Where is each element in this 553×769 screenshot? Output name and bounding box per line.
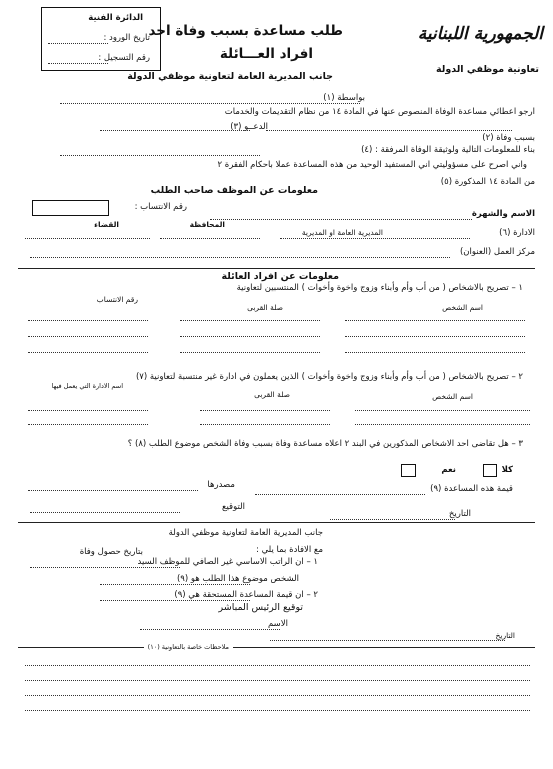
official-date-label: التاريخ [495,631,515,640]
family1-row1-name[interactable] [345,320,525,321]
family1-row3-membership[interactable] [28,352,148,353]
family-section-title: معلومات عن افراد العائلة [221,271,339,282]
district-label: القضاء [94,220,119,229]
dept-label: الدائرة الفنية [88,13,143,23]
col-relation: صلة القربى [247,303,283,312]
form-title-line1: طلب مساعدة بسبب وفاة احد [148,23,343,39]
employee-section-title: معلومات عن الموظف صاحب الطلب [150,185,318,196]
request-text: ارجو اعطائي مساعدة الوفاة المنصوص عنها في المادة ١٤ من نظام التقديمات والخدمات [224,107,535,117]
article-text: من المادة ١٤ المذكورة (٥) [440,177,535,187]
footer-divider [18,647,535,648]
no-checkbox[interactable] [483,464,497,477]
form-title-line2: افراد العـــائلة [219,46,313,62]
salary-field[interactable] [100,584,250,585]
chief-name-field[interactable] [140,629,280,630]
membership-box[interactable] [32,200,109,216]
item1b-text: الشخص موضوع هذا الطلب هو (٩) [176,574,299,584]
governorate-field[interactable] [160,238,260,239]
item2-text: ٢ – ان قيمة المساعدة المستحقة هي (٩) [174,590,318,600]
official-addressee: جانب المديرية العامة لتعاونية موظفي الدولة [168,528,323,538]
col-membership: رقم الانتساب [96,295,138,304]
col-name: اسم الشخص [442,303,483,312]
based-on-field[interactable] [60,155,260,156]
amount-field[interactable] [255,494,425,495]
based-on-text: بناء للمعلومات التالية ولوثيقة الوفاة المرفقة : (٤) [361,145,535,155]
official-intro: مع الافادة بما يلي : [256,545,323,555]
notes-line-1[interactable] [25,665,530,666]
date-field[interactable] [330,519,455,520]
via-field[interactable] [60,103,360,104]
section-divider [18,268,535,269]
addressee: جانب المديرية العامة لتعاونية موظفي الدولة [127,71,333,82]
signature-label: التوقيع [221,502,245,512]
family2-row2-admin[interactable] [28,424,148,425]
district-field[interactable] [25,238,150,239]
family1-row2-relation[interactable] [180,336,320,337]
chief-signature-label: توقيع الرئيس المباشر [218,602,303,613]
family2-row1-admin[interactable] [28,410,148,411]
family1-row3-relation[interactable] [180,352,320,353]
decl2-text: ٢ – تصريح بالاشخاص ( من أب وأم وأبناء وزوج واخوة وأخوات ) الذين يعملون في ادارة غير منتسبة لتعاونية (٧) [135,372,523,382]
republic-heading: الجمهورية اللبنانية [417,24,543,44]
col-admin: اسم الادارة التي يعمل فيها [51,382,123,390]
chief-name-label: الاسم [268,619,288,629]
family1-row2-membership[interactable] [28,336,148,337]
col-relation2: صلة القربى [254,390,290,399]
family1-row3-name[interactable] [345,352,525,353]
family1-row1-relation[interactable] [180,320,320,321]
deceased-name-field[interactable] [100,130,250,131]
yes-label: نعم [441,465,456,475]
deceased-field[interactable] [266,130,512,131]
family2-row1-relation[interactable] [200,410,330,411]
name-field[interactable] [210,219,472,220]
arrival-date-label: تاريخ الورود : [103,33,150,43]
name-label: الاسم والشهرة [471,209,535,219]
official-divider [18,522,535,523]
entitled-amount-field[interactable] [100,600,250,601]
family1-row2-name[interactable] [345,336,525,337]
amount-label: قيمة هذه المساعدة (٩) [430,484,513,494]
family1-row1-membership[interactable] [28,320,148,321]
source-label: مصدرها [207,480,235,490]
governorate-label: المحافظة [189,220,225,229]
signature-field[interactable] [30,512,180,513]
date-label: التاريخ [448,509,471,519]
notes-line-3[interactable] [25,695,530,696]
arrival-date-field[interactable] [48,43,108,44]
registration-field[interactable] [48,63,108,64]
directorate-label: المديرية العامة او المديرية [301,228,383,237]
coop-name: تعاونية موظفي الدولة [435,64,539,75]
workplace-label: مركز العمل (العنوان) [459,247,535,257]
death-date-label: بتاريخ حصول وفاة [79,547,143,557]
via-label: بواسطة (١) [323,93,365,103]
employee-name-field[interactable] [30,567,180,568]
membership-label: رقم الانتساب : [134,202,187,212]
notes-line-2[interactable] [25,680,530,681]
directorate-field[interactable] [280,238,470,239]
deceased-label: الدعــو (٣) [230,122,268,132]
footer-note: ملاحظات خاصة بالتعاونية (١٠) [144,644,233,651]
admin-label: الادارة (٦) [499,228,535,238]
yes-checkbox[interactable] [401,464,416,477]
family2-row1-name[interactable] [355,410,530,411]
notes-line-4[interactable] [25,710,530,711]
official-date-field[interactable] [270,640,505,641]
source-field[interactable] [28,490,198,491]
cause-label: بسبب وفاة (٢) [482,133,535,143]
registration-label: رقم التسجيل : [98,53,150,63]
col-name2: اسم الشخص [432,392,473,401]
family2-row2-name[interactable] [355,424,530,425]
family2-row2-relation[interactable] [200,424,330,425]
item1-text: ١ – ان الراتب الاساسي غير الصافي للموظف السيد [137,557,318,567]
q3-text: ٣ – هل تقاضى احد الاشخاص المذكورين في البند ٢ اعلاه مساعدة وفاة بسبب وفاة الشخص موضوع الطلب (٨) ؟ [127,439,523,449]
no-label: كلا [501,465,513,475]
declaration-text: واني اصرح على مسؤوليتي اني المستفيد الوحيد من هذه المساعدة عملا باحكام الفقرة ٢ [217,160,527,170]
workplace-field[interactable] [30,257,450,258]
decl1-text: ١ – تصريح بالاشخاص ( من أب وأم وأبناء وزوج واخوة وأخوات ) المنتسبين لتعاونية [236,283,523,293]
